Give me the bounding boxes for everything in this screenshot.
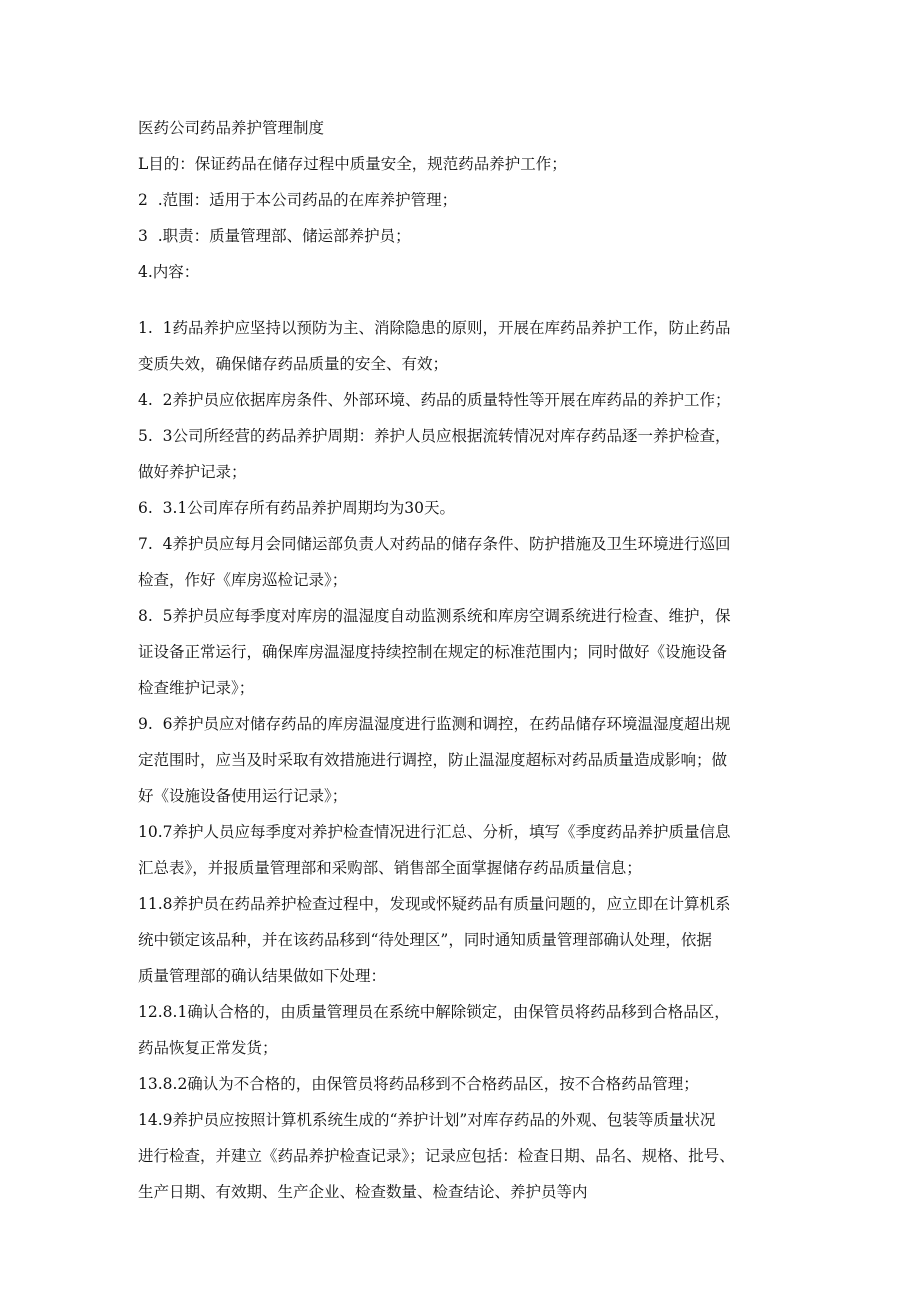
scope-line: 2 .范围：适用于本公司药品的在库养护管理； xyxy=(138,191,458,209)
list-item-line: 检查维护记录》； xyxy=(138,679,255,697)
list-item xyxy=(138,532,798,592)
list-item-line: 生产日期、有效期、生产企业、检查数量、检查结论、养护员等内 xyxy=(138,1183,588,1201)
purpose-line: L目的：保证药品在储存过程中质量安全，规范药品养护工作； xyxy=(138,155,567,173)
list-item xyxy=(138,1072,798,1096)
list-item xyxy=(138,1000,798,1060)
list-item-line: 10.7养护人员应每季度对养护检查情况进行汇总、分析，填写《季度药品养护质量信息 xyxy=(138,823,731,841)
list-item-line: 14.9养护员应按照计算机系统生成的“养护计划”对库存药品的外观、包装等质量状况 xyxy=(138,1111,716,1129)
list-item-line: 6. 3.1公司库存所有药品养护周期均为30天。 xyxy=(138,499,456,517)
content-heading: 4.内容： xyxy=(138,263,200,281)
document-page xyxy=(138,116,798,1216)
list-item xyxy=(138,820,798,880)
list-item-line: 8. 5养护员应每季度对库房的温湿度自动监测系统和库房空调系统进行检查、维护，保 xyxy=(138,607,731,625)
list-item-line: 定范围时，应当及时采取有效措施进行调控，防止温湿度超标对药品质量造成影响；做 xyxy=(138,751,728,769)
list-item-line: 9. 6养护员应对储存药品的库房温湿度进行监测和调控，在药品储存环境温湿度超出规 xyxy=(138,715,731,733)
list-item-line: 证设备正常运行，确保库房温湿度持续控制在规定的标准范围内；同时做好《设施设备 xyxy=(138,643,728,661)
list-item-line: 11.8养护员在药品养护检查过程中，发现或怀疑药品有质量问题的，应立即在计算机系 xyxy=(138,895,731,913)
list-item-line: 检查，作好《库房巡检记录》； xyxy=(138,571,348,589)
list-item xyxy=(138,604,798,700)
list-item-line: 变质失效，确保储存药品质量的安全、有效； xyxy=(138,355,449,373)
list-item-line: 1. 1药品养护应坚持以预防为主、消除隐患的原则，开展在库药品养护工作，防止药品 xyxy=(138,319,731,337)
list-item xyxy=(138,316,798,376)
list-item xyxy=(138,424,798,484)
list-item xyxy=(138,892,798,988)
list-item-line: 质量管理部的确认结果做如下处理： xyxy=(138,967,387,985)
list-item xyxy=(138,496,798,520)
list-item-line: 12.8.1确认合格的，由质量管理员在系统中解除锁定，由保管员将药品移到合格品区， xyxy=(138,1003,730,1021)
list-item-line: 5. 3公司所经营的药品养护周期：养护人员应根据流转情况对库存药品逐一养护检查， xyxy=(138,427,731,445)
list-item-line: 4. 2养护员应依据库房条件、外部环境、药品的质量特性等开展在库药品的养护工作； xyxy=(138,391,731,409)
document-title: 医药公司药品养护管理制度 xyxy=(138,119,325,137)
list-item-line: 13.8.2确认为不合格的，由保管员将药品移到不合格药品区，按不合格药品管理； xyxy=(138,1075,699,1093)
responsibility-line: 3 .职责：质量管理部、储运部养护员； xyxy=(138,227,411,245)
list-item xyxy=(138,712,798,808)
list-item-line: 汇总表》，并报质量管理部和采购部、销售部全面掌握储存药品质量信息； xyxy=(138,859,642,877)
list-item-line: 进行检查，并建立《药品养护检查记录》；记录应包括：检查日期、品名、规格、批号、 xyxy=(138,1147,735,1165)
list-item xyxy=(138,1108,798,1204)
list-item-line: 7. 4养护员应每月会同储运部负责人对药品的储存条件、防护措施及卫生环境进行巡回 xyxy=(138,535,731,553)
list-item-line: 统中锁定该品种，并在该药品移到“待处理区”，同时通知质量管理部确认处理，依据 xyxy=(138,931,712,949)
list-item-line: 药品恢复正常发货； xyxy=(138,1039,278,1057)
list-item xyxy=(138,388,798,412)
list-item-line: 做好养护记录； xyxy=(138,463,247,481)
list-item-line: 好《设施设备使用运行记录》； xyxy=(138,787,348,805)
